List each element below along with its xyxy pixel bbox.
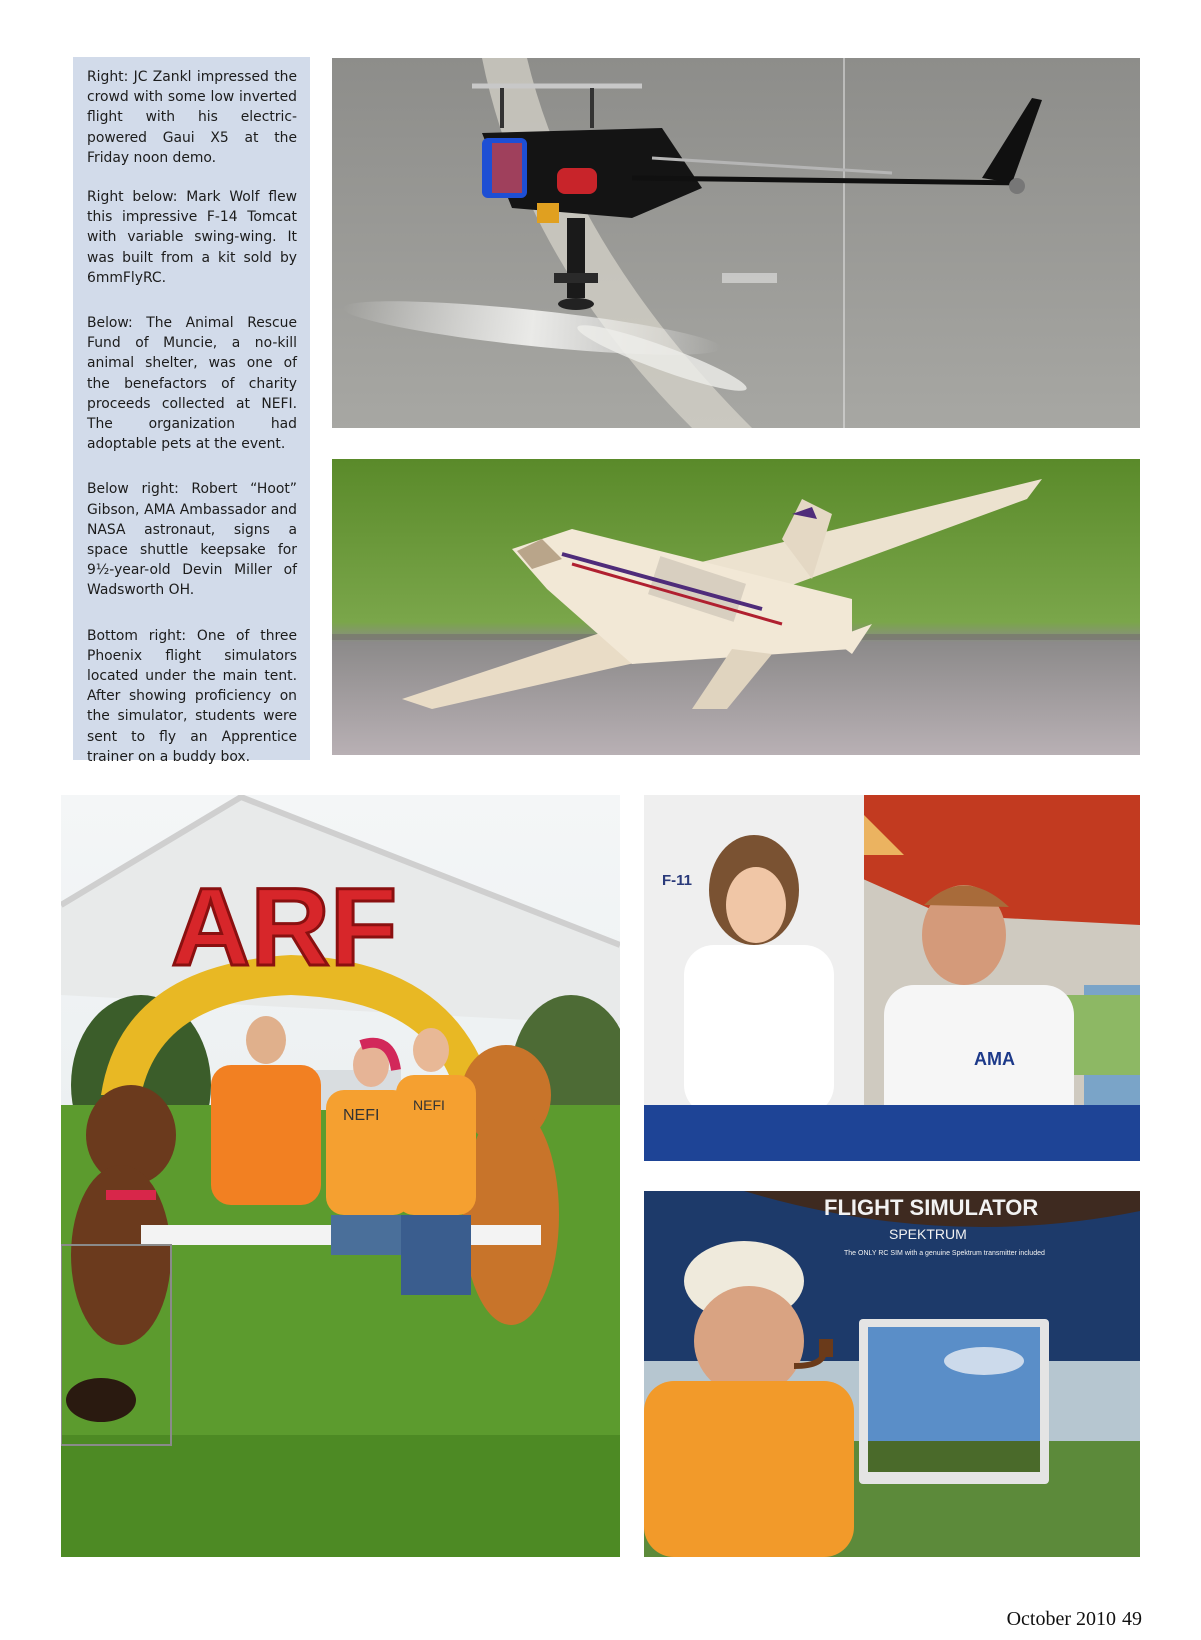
caption-arf: Below: The Animal Rescue Fund of Muncie, a no-kill animal shelter, was one of the benefactors of charity proceeds collected at NEFI. The organization had adoptable pets at the event. <box>87 315 297 453</box>
photo-gibson-signing <box>644 795 1140 1161</box>
tshirt-left-text: NEFI <box>343 1107 380 1124</box>
arf-sign-text: ARF <box>171 866 398 989</box>
photo-flight-simulator <box>644 1191 1140 1557</box>
page-folio <box>1007 1608 1142 1631</box>
caption-sidebar <box>73 57 310 765</box>
trailer-text: F-11 <box>662 872 693 889</box>
photo-arf-booth <box>61 795 620 1557</box>
tshirt-right-text: NEFI <box>413 1097 445 1113</box>
sim-banner-brand: SPEKTRUM <box>889 1226 967 1242</box>
issue-date: October 2010 <box>1006 1608 1116 1630</box>
photo-helicopter <box>332 58 1140 428</box>
sim-banner-tagline: The ONLY RC SIM with a genuine Spektrum transmitter included <box>844 1250 1045 1257</box>
page-number: 49 <box>1122 1608 1142 1630</box>
photo-f14-tomcat <box>332 459 1140 755</box>
sim-banner-title: FLIGHT SIMULATOR <box>824 1195 1039 1220</box>
caption-gibson: Below right: Robert “Hoot” Gibson, AMA Ambassador and NASA astronaut, signs a space shuttle keepsake for 9½-year-old Devin Miller of Wadsworth OH. <box>87 481 297 599</box>
caption-helicopter: Right: JC Zankl impressed the crowd with some low inverted flight with his electric-powered Gaui X5 at the Friday noon demo. <box>87 69 297 166</box>
caption-f14: Right below: Mark Wolf flew this impressive F-14 Tomcat with variable swing-wing. It was built from a kit sold by 6mmFlyRC. <box>87 189 297 286</box>
caption-simulator: Bottom right: One of three Phoenix flight simulators located under the main tent. After showing proficiency on the simulator, students were sent to fly an Apprentice trainer on a buddy box. <box>87 627 297 765</box>
ama-logo-text: AMA <box>974 1049 1015 1069</box>
